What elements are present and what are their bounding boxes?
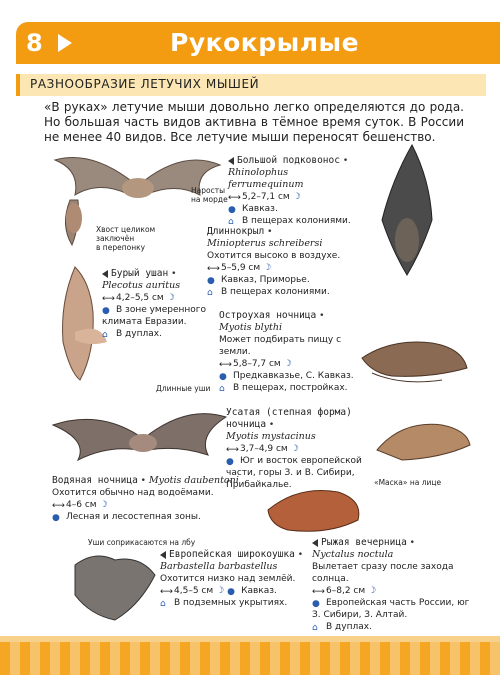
species-range: Юг и восток европейской части, горы З. и В. Сибири, Прибайкалье. <box>226 456 362 490</box>
species-size: 4–6 см <box>66 500 97 510</box>
size-icon: ⟷ <box>160 587 173 597</box>
caption-ears-touch: Уши соприкасаются на лбу <box>88 538 196 547</box>
species-entry: Длиннокрыл • Miniopterus schreibersi Охотится высоко в воздухе. ⟷5–5,9 см ☽ ● Кавказ, Приморье. ⌂ В пещерах колониями. <box>207 226 357 298</box>
species-note: Вылетает сразу после захода солнца. <box>312 562 454 584</box>
species-entry: Рыжая вечерница • Nyctalus noctula Вылетает сразу после захода солнца. ⟷6–8,2 см ☽ ● Европейская часть России, юг З. Сибири, З. Алтай. ⌂ В дуплах. <box>312 537 472 633</box>
species-size: 6–8,2 см <box>326 586 366 596</box>
habitat-icon: ⌂ <box>160 599 166 609</box>
species-name: Усатая (степная форма) ночница <box>226 407 352 430</box>
species-name: Остроухая ночница <box>219 310 317 321</box>
species-range: Европейская часть России, юг З. Сибири, З. Алтай. <box>312 598 470 620</box>
range-icon: ● <box>312 599 320 609</box>
species-latin: Myotis blythi <box>219 322 283 333</box>
species-habitat: В пещерах, постройках. <box>233 383 348 393</box>
lesser-mouse-eared-bat-illustration <box>352 318 472 388</box>
species-range: Кавказ. <box>242 204 278 214</box>
habitat-icon: ⌂ <box>219 384 225 394</box>
species-note: Охотится обычно над водоёмами. <box>52 488 214 498</box>
moon-icon: ☽ <box>292 192 301 202</box>
page-number: 8 <box>26 29 43 57</box>
size-icon: ⟷ <box>102 294 115 304</box>
section-title: РАЗНООБРАЗИЕ ЛЕТУЧИХ МЫШЕЙ <box>30 77 260 91</box>
moon-icon: ☽ <box>216 586 225 596</box>
species-latin: Nyctalus noctula <box>312 549 394 560</box>
species-habitat: В пещерах колониями. <box>242 216 351 226</box>
moon-icon: ☽ <box>283 359 292 369</box>
daubentons-bat-illustration <box>48 405 228 465</box>
species-name: Длиннокрыл <box>207 226 265 237</box>
species-size: 3,7–4,9 см <box>240 444 288 454</box>
species-entry: Остроухая ночница • Myotis blythi Может подбирать пищу с земли. ⟷5,8–7,7 см ☽ ● Предкавказье, С. Кавказ. ⌂ В пещерах, постройках. <box>219 310 359 394</box>
species-range: Лесная и лесостепная зоны. <box>66 512 201 522</box>
pointer-icon <box>312 539 318 547</box>
species-size: 5,8–7,7 см <box>233 359 281 369</box>
caption-long-ears: Длинные уши <box>156 384 211 393</box>
size-icon: ⟷ <box>312 587 325 597</box>
species-habitat: В дуплах. <box>326 622 372 632</box>
species-latin: Plecotus auritus <box>102 280 181 291</box>
species-entry: Бурый ушан • Plecotus auritus ⟷4,2–5,5 см ☽ ● В зоне умеренного климата Евразии. ⌂ В дуплах. <box>102 268 207 340</box>
species-range: Кавказ. <box>241 586 277 596</box>
footer-stripes <box>0 642 500 675</box>
species-name: Большой подковонос <box>237 155 340 166</box>
caption-face-mask: «Маска» на лице <box>374 478 442 487</box>
species-size: 4,5–5 см <box>174 586 214 596</box>
range-icon: ● <box>228 205 236 215</box>
species-habitat: В пещерах колониями. <box>221 287 330 297</box>
range-icon: ● <box>102 306 110 316</box>
barbastelle-bat-illustration <box>55 545 165 625</box>
habitat-icon: ⌂ <box>207 288 213 298</box>
range-icon: ● <box>219 372 227 382</box>
species-size: 5–5,9 см <box>221 263 261 273</box>
species-name: Бурый ушан <box>111 268 169 279</box>
species-habitat: В дуплах. <box>116 329 162 339</box>
size-icon: ⟷ <box>207 264 220 274</box>
species-name: Водяная ночница <box>52 475 138 486</box>
moon-icon: ☽ <box>263 263 272 273</box>
pointer-icon <box>160 551 166 559</box>
species-entry: Водяная ночница • Myotis daubentoni Охотится обычно над водоёмами. ⟷4–6 см ☽ ● Лесная и лесостепная зоны. <box>52 475 252 523</box>
bent-wing-bat-illustration <box>362 140 452 280</box>
page-arrow-icon <box>58 34 72 52</box>
pointer-icon <box>102 270 108 278</box>
habitat-icon: ⌂ <box>228 217 234 227</box>
page-title: Рукокрылые <box>170 28 360 57</box>
size-icon: ⟷ <box>219 360 232 370</box>
species-latin: Barbastella barbastellus <box>160 561 278 572</box>
species-note: Может подбирать пищу с земли. <box>219 335 342 357</box>
moon-icon: ☽ <box>99 500 108 510</box>
species-latin: Rhinolophus ferrumequinum <box>228 167 304 190</box>
range-icon: ● <box>207 276 215 286</box>
species-entry: Большой подковонос • Rhinolophus ferrumequinum ⟷5,2–7,1 см ☽ ● Кавказ. ⌂ В пещерах колониями. <box>228 155 358 227</box>
species-size: 5,2–7,1 см <box>242 192 290 202</box>
species-latin: Myotis daubentoni <box>148 475 239 486</box>
page-header <box>0 0 500 64</box>
range-icon: ● <box>227 587 235 597</box>
moon-icon: ☽ <box>290 444 299 454</box>
species-size: 4,2–5,5 см <box>116 293 164 303</box>
species-habitat: В подземных укрытиях. <box>174 598 288 608</box>
species-range: Кавказ, Приморье. <box>221 275 310 285</box>
pointer-icon <box>228 157 234 165</box>
habitat-icon: ⌂ <box>312 623 318 633</box>
habitat-icon: ⌂ <box>102 330 108 340</box>
size-icon: ⟷ <box>228 193 241 203</box>
whiskered-bat-illustration <box>372 400 472 470</box>
size-icon: ⟷ <box>226 445 239 455</box>
species-name: Европейская широкоушка <box>169 549 295 560</box>
range-icon: ● <box>52 513 60 523</box>
moon-icon: ☽ <box>166 293 175 303</box>
moon-icon: ☽ <box>368 586 377 596</box>
species-entry: Усатая (степная форма) ночница • Myotis mystacinus ⟷3,7–4,9 см ☽ ● Юг и восток европейской части, горы З. и В. Сибири, Прибайкалье. <box>226 407 374 491</box>
species-latin: Myotis mystacinus <box>226 431 316 442</box>
species-range: Предкавказье, С. Кавказ. <box>233 371 354 381</box>
range-icon: ● <box>226 457 234 467</box>
species-note: Охотится высоко в воздухе. <box>207 251 341 261</box>
caption-nose-growths: Наросты на морде <box>191 186 228 204</box>
caption-tail-membrane: Хвост целиком заключён в перепонку <box>96 225 156 252</box>
species-range: В зоне умеренного климата Евразии. <box>102 305 207 327</box>
species-name: Рыжая вечерница <box>321 537 407 548</box>
intro-paragraph: «В руках» летучие мыши довольно легко определяются до рода. Но большая часть видов активна в тёмное время суток. В России не менее 40 видов. Все летучие мыши переносят бешенство. <box>44 100 464 144</box>
species-latin: Miniopterus schreibersi <box>207 238 323 249</box>
species-note: Охотится низко над землёй. <box>160 574 296 584</box>
species-entry: Европейская широкоушка • Barbastella barbastellus Охотится низко над землёй. ⟷4,5–5 см ☽ ● Кавказ. ⌂ В подземных укрытиях. <box>160 549 310 609</box>
size-icon: ⟷ <box>52 501 65 511</box>
